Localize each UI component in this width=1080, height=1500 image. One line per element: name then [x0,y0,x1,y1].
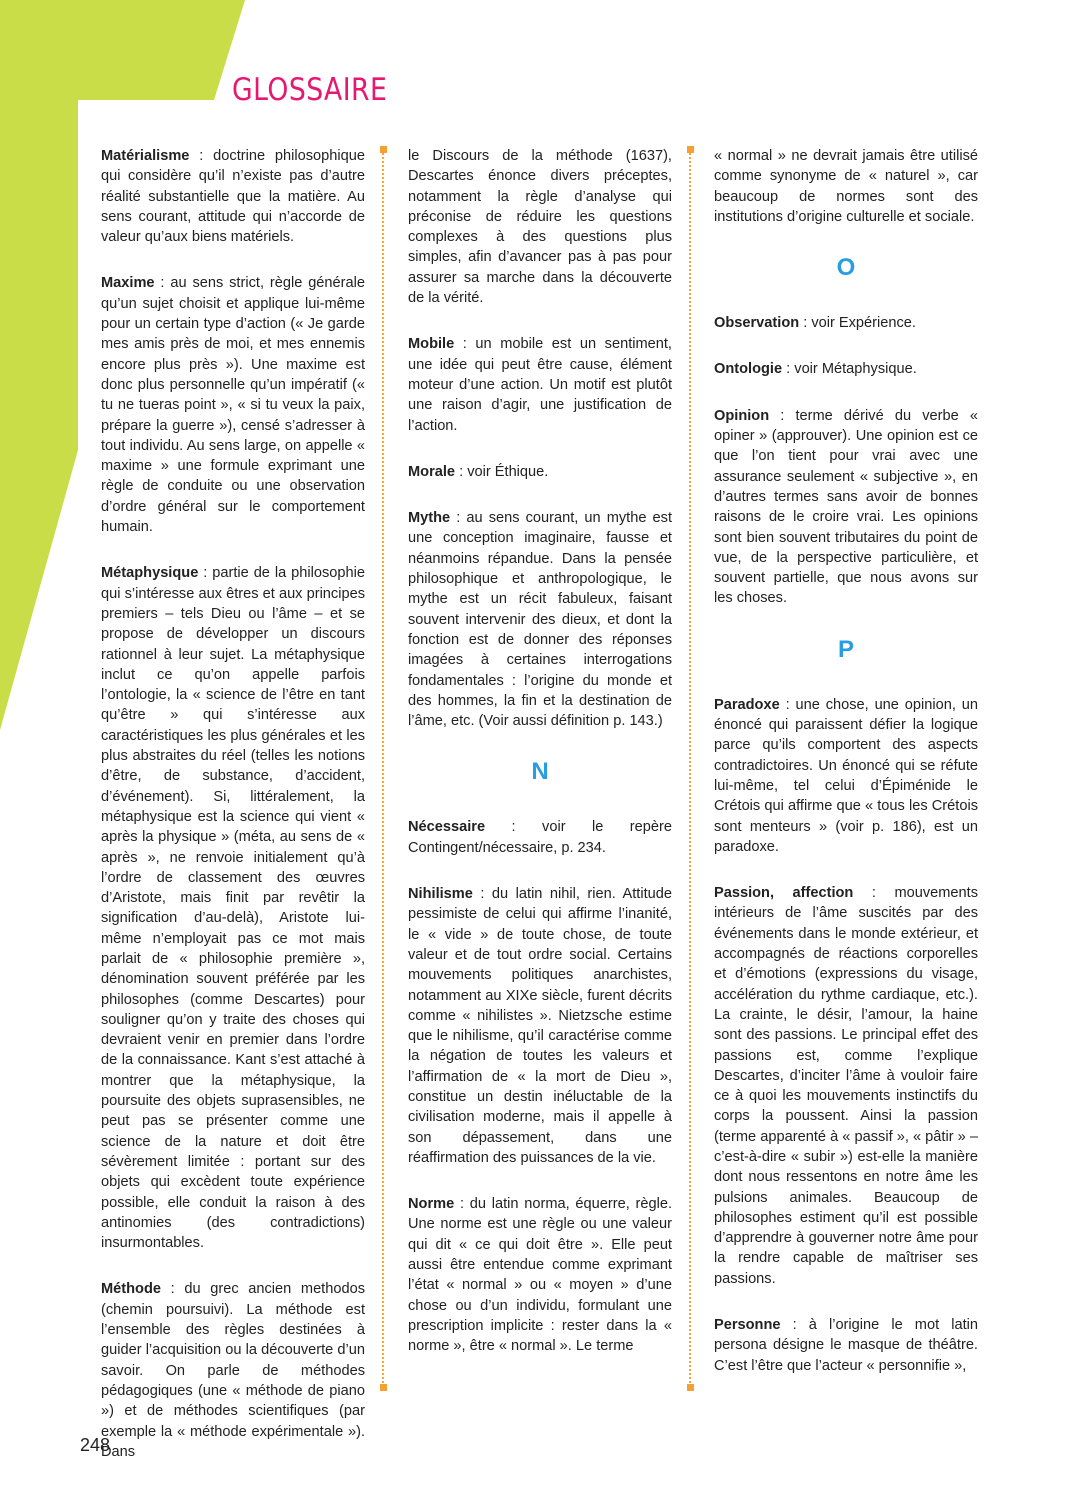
glossary-entry [714,313,978,333]
entry-definition: : mouvements intérieurs de l’âme suscités par des événements dans le monde extérieur, et accompagnés de réactions corporelles et d’émotions (expressions du visage, accélération du rythme cardiaque, etc.). La crainte, le désir, l’amour, la haine sont des passions. Le principal effet des passions est, comme l’explique Descartes, d’inciter l’âme à vouloir faire ce à quoi les mouvements instinctifs du corps la poussent. Ainsi la passion (terme apparenté à « passif », « pâtir » – c’est-à-dire « subir ») est-elle la manière dont nous ressentons en notre âme les pulsions animales. Beaucoup de philosophes estiment qu’il est possible d’apprendre à gouverner notre âme pour la rendre capable de maîtriser ses passions. [714,885,978,1287]
separator-square-2-bottom [687,1384,694,1391]
glossary-entry [408,1194,672,1356]
entry-definition: : voir Métaphysique. [782,361,917,378]
entry-definition: : terme dérivé du verbe « opiner » (approuver). Une opinion est ce que l’on tient pour vrai avec une assurance seulement « subjective », en d’autres termes sans avoir de bonnes raisons de le croire vrai. Les opinions sont bien souvent tributaires du point de vue, de la perspective particulière, et souvent partielle, que nous avons sur les choses. [714,407,978,607]
entry-term: Passion, affection [714,885,854,902]
entry-term: Ontologie [714,361,783,378]
entry-term: Paradoxe [714,696,780,713]
glossary-column-1 [101,146,365,1488]
entry-definition: : voir Expérience. [799,315,916,332]
entry-definition: : au sens strict, règle générale qu’un sujet choisit et applique lui-même pour un certain type d’action (« Je garde mes amis près de moi, et mes ennemis encore plus près »). Une maxime est donc plus personnelle qu’un impératif (« tu ne tueras point », « si tu veux la paix, prépare la guerre »), censé s’adresser à tout individu. Au sens large, on appelle « maxime » une formule exprimant une règle de conduite ou une observation d’ordre général sur le comportement humain. [101,275,365,536]
glossary-column-3 [714,146,978,1402]
entry-definition: : partie de la philosophie qui s’intéresse aux êtres et aux principes premiers – tels Dieu ou l’âme – et se propose de développer un discours rationnel à leur sujet. La métaphysique inclut ce qu’on appelle parfois l’ontologie, la « science de l’être en tant qu’être » qui s’intéresse aux caractéristiques les plus générales et les plus abstraites du réel (telles les notions d’être, de substance, d’accident, d’événement). Si, littéralement, la métaphysique est la science qui vient « après la physique » (méta, au sens de « après », ne renvoie initialement qu’à l’ordre de classement des œuvres d’Aristote, mais finit par revêtir la signification d’au-delà), Aristote lui-même n’employait pas ce mot mais parlait de « philosophie première », dénomination souvent préférée par les philosophes (comme Descartes) pour souligner qu’on y traite des choses qui devraient venir en premier dans l’ordre de la connaissance. Kant s’est attaché à montrer que la métaphysique, la poursuite des objets suprasensibles, ne peut pas se présenter comme une science de la nature et doit être sévèrement limitée : portant sur des objets qui excèdent toute expérience possible, elle conduit la raison à des antinomies (des contradictions) insurmontables. [101,565,365,1252]
page-title: GLOSSAIRE [232,72,388,108]
glossary-entry [714,695,978,857]
glossary-entry [101,1279,365,1462]
entry-term: Morale [408,463,456,480]
glossary-entry [101,273,365,537]
entry-term: Observation [714,315,800,332]
glossary-entry [714,359,978,379]
entry-definition: : du latin nihil, rien. Attitude pessimiste de celui qui affirme l’inanité, le « vide » de toute chose, de toute valeur et de tout ordre social. Certains mouvements politiques anarchistes, notamment au XIXe siècle, furent décrits comme « nihilistes ». Nietzsche estime que le nihilisme, qu’il caractérise comme la négation de toutes les valeurs et l’affirmation de « la mort de Dieu », constitue un destin inéluctable de la civilisation moderne, mais il appelle à son dépassement, dans une réaffirmation des puissances de la vie. [408,886,672,1166]
glossary-entry [714,883,978,1289]
glossary-entry [714,146,978,227]
glossary-entry [101,146,365,247]
separator-square-2-top [687,146,694,153]
glossary-entry [408,817,672,858]
entry-term: Nécessaire [408,819,486,836]
glossary-entry [408,334,672,435]
entry-definition: : du latin norma, équerre, règle. Une norme est une règle ou une valeur qui dit « ce qui doit être ». Elle peut aussi être entendue comme exprimant l’état « normal » ou « moyen » d’une chose ou d’un individu, formulant une prescription implicite : rester dans la « norme », être « normal ». Le terme [408,1196,672,1355]
entry-term: Méthode [101,1281,161,1298]
entry-definition: : doctrine philosophique qui considère qu’il n’existe pas d’autre réalité substantielle que la matière. Au sens courant, attitude qui n’accorde de valeur qu’aux biens matériels. [101,148,365,246]
glossary-entry [101,563,365,1253]
entry-term: Métaphysique [101,565,199,582]
entry-term: Matérialisme [101,148,190,164]
section-letter: N [531,758,549,786]
entry-definition: : au sens courant, un mythe est une conception imaginaire, fausse et néanmoins répandue. Dans la pensée philosophique et anthropologique, le mythe est un récit fabuleux, faisant souvent intervenir des dieux, et dont la fonction est de donner des réponses imagées à certaines interrogations fondamentales : l’origine du monde et des hommes, la fin et la destination de l’âme, etc. (Voir aussi définition p. 143.) [408,510,672,730]
entry-term: Mobile [408,336,455,353]
entry-definition: : voir le repère Contingent/nécessaire, p. 234. [408,819,672,856]
separator-square-1-top [380,146,387,153]
section-letter: P [837,635,854,663]
column-separator-1 [382,150,384,1390]
entry-term: Mythe [408,510,451,527]
entry-term: Opinion [714,407,770,424]
column-separator-2 [689,150,691,1390]
entry-definition: : un mobile est un sentiment, une idée qui peut être cause, élément moteur d’une action. Un motif est plutôt une raison d’agir, une justification de l’action. [408,336,672,434]
glossary-entry [408,146,672,308]
entry-term: Norme [408,1196,455,1213]
entry-definition: : du grec ancien methodos (chemin poursuivi). La méthode est l’ensemble des règles destinées à guider l’acquisition ou la découverte d’un savoir. On parle de méthodes pédagogiques (une « méthode de piano ») et de méthodes scientifiques (par exemple la « méthode expérimentale »). Dans [101,1281,365,1460]
glossary-entry [714,1315,978,1376]
entry-term: Personne [714,1317,781,1334]
glossary-entry [408,462,672,482]
entry-definition: : à l’origine le mot latin persona désigne le masque de théâtre. C’est l’être que l’acteur « personnifie », [714,1317,978,1374]
page-number: 248 [80,1435,111,1455]
section-letter: O [836,254,856,282]
separator-square-1-bottom [380,1384,387,1391]
entry-term: Maxime [101,275,155,292]
glossary-column-2 [408,146,672,1383]
entry-definition: : une chose, une opinion, un énoncé qui paraissent défier la logique parce qu’ils comportent des aspects contradictoires. Un énoncé qui se réfute lui-même, tel celui d’Épiménide le Crétois qui affirme que « tous les Crétois sont menteurs » (voir p. 186), est un paradoxe. [714,696,978,855]
entry-definition: le Discours de la méthode (1637), Descartes énonce divers préceptes, notamment la règle d’analyse qui préconise de réduire les questions complexes à des questions plus simples, afin d’avancer pas à pas pour assurer sa marche dans la découverte de la vérité. [408,148,672,307]
entry-term: Nihilisme [408,886,473,903]
glossary-entry [408,884,672,1168]
entry-definition: : voir Éthique. [455,463,549,480]
glossary-entry [408,508,672,731]
entry-definition: « normal » ne devrait jamais être utilisé comme synonyme de « naturel », car beaucoup de normes sont des institutions d’origine culturelle et sociale. [714,148,978,225]
glossary-entry [714,406,978,609]
